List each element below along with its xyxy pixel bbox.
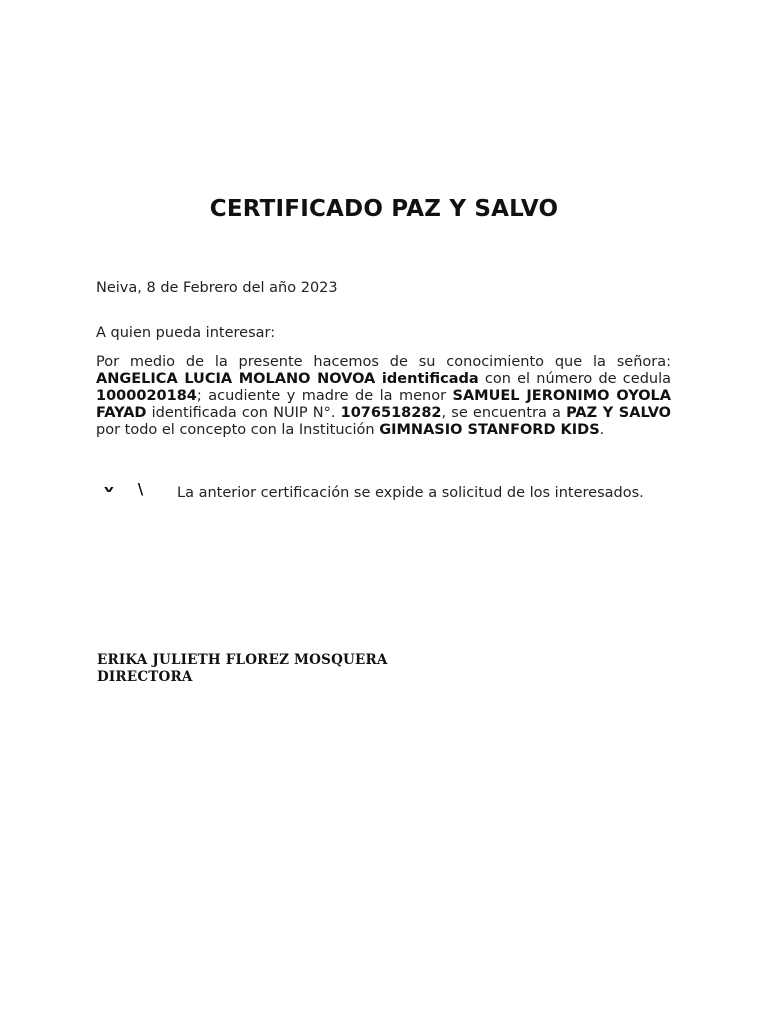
check-mark-glyph: v (104, 483, 114, 495)
signer-name: ERIKA JULIETH FLOREZ MOSQUERA (97, 652, 388, 668)
body-bold-name: ANGELICA LUCIA MOLANO NOVOA identificada (96, 371, 479, 387)
request-note: La anterior certificación se expide a solicitud de los interesados. (177, 485, 644, 501)
body-text-2: con el número de cedula (478, 371, 671, 387)
bullet-marks (104, 480, 143, 498)
body-text-5: , se encuentra a (441, 405, 567, 421)
body-text-6: por todo el concepto con la Institución (96, 422, 380, 438)
slash-mark-glyph: \ (137, 480, 144, 498)
body-text-3: ; acudiente y madre de la menor (196, 388, 453, 404)
body-bold-minor-name: SAMUEL JERONIMO OYOLA FAYAD (96, 388, 671, 421)
body-bold-cedula: 1000020184 (96, 388, 197, 404)
body-text-4: identificada con NUIP N°. (146, 405, 341, 421)
signature-block (97, 652, 388, 686)
body-bold-status: PAZ Y SALVO (566, 405, 671, 421)
document-title: CERTIFICADO PAZ Y SALVO (209, 196, 559, 222)
body-text-1: Por medio de la presente hacemos de su conocimiento que la señora: (96, 354, 671, 370)
body-text-7: . (599, 422, 605, 438)
date-line: Neiva, 8 de Febrero del año 2023 (96, 280, 338, 296)
salutation: A quien pueda interesar: (96, 325, 276, 341)
certificate-body (96, 354, 671, 439)
body-bold-nuip: 1076518282 (340, 405, 442, 421)
signer-role: DIRECTORA (97, 669, 193, 685)
body-bold-institution: GIMNASIO STANFORD KIDS (379, 422, 600, 438)
